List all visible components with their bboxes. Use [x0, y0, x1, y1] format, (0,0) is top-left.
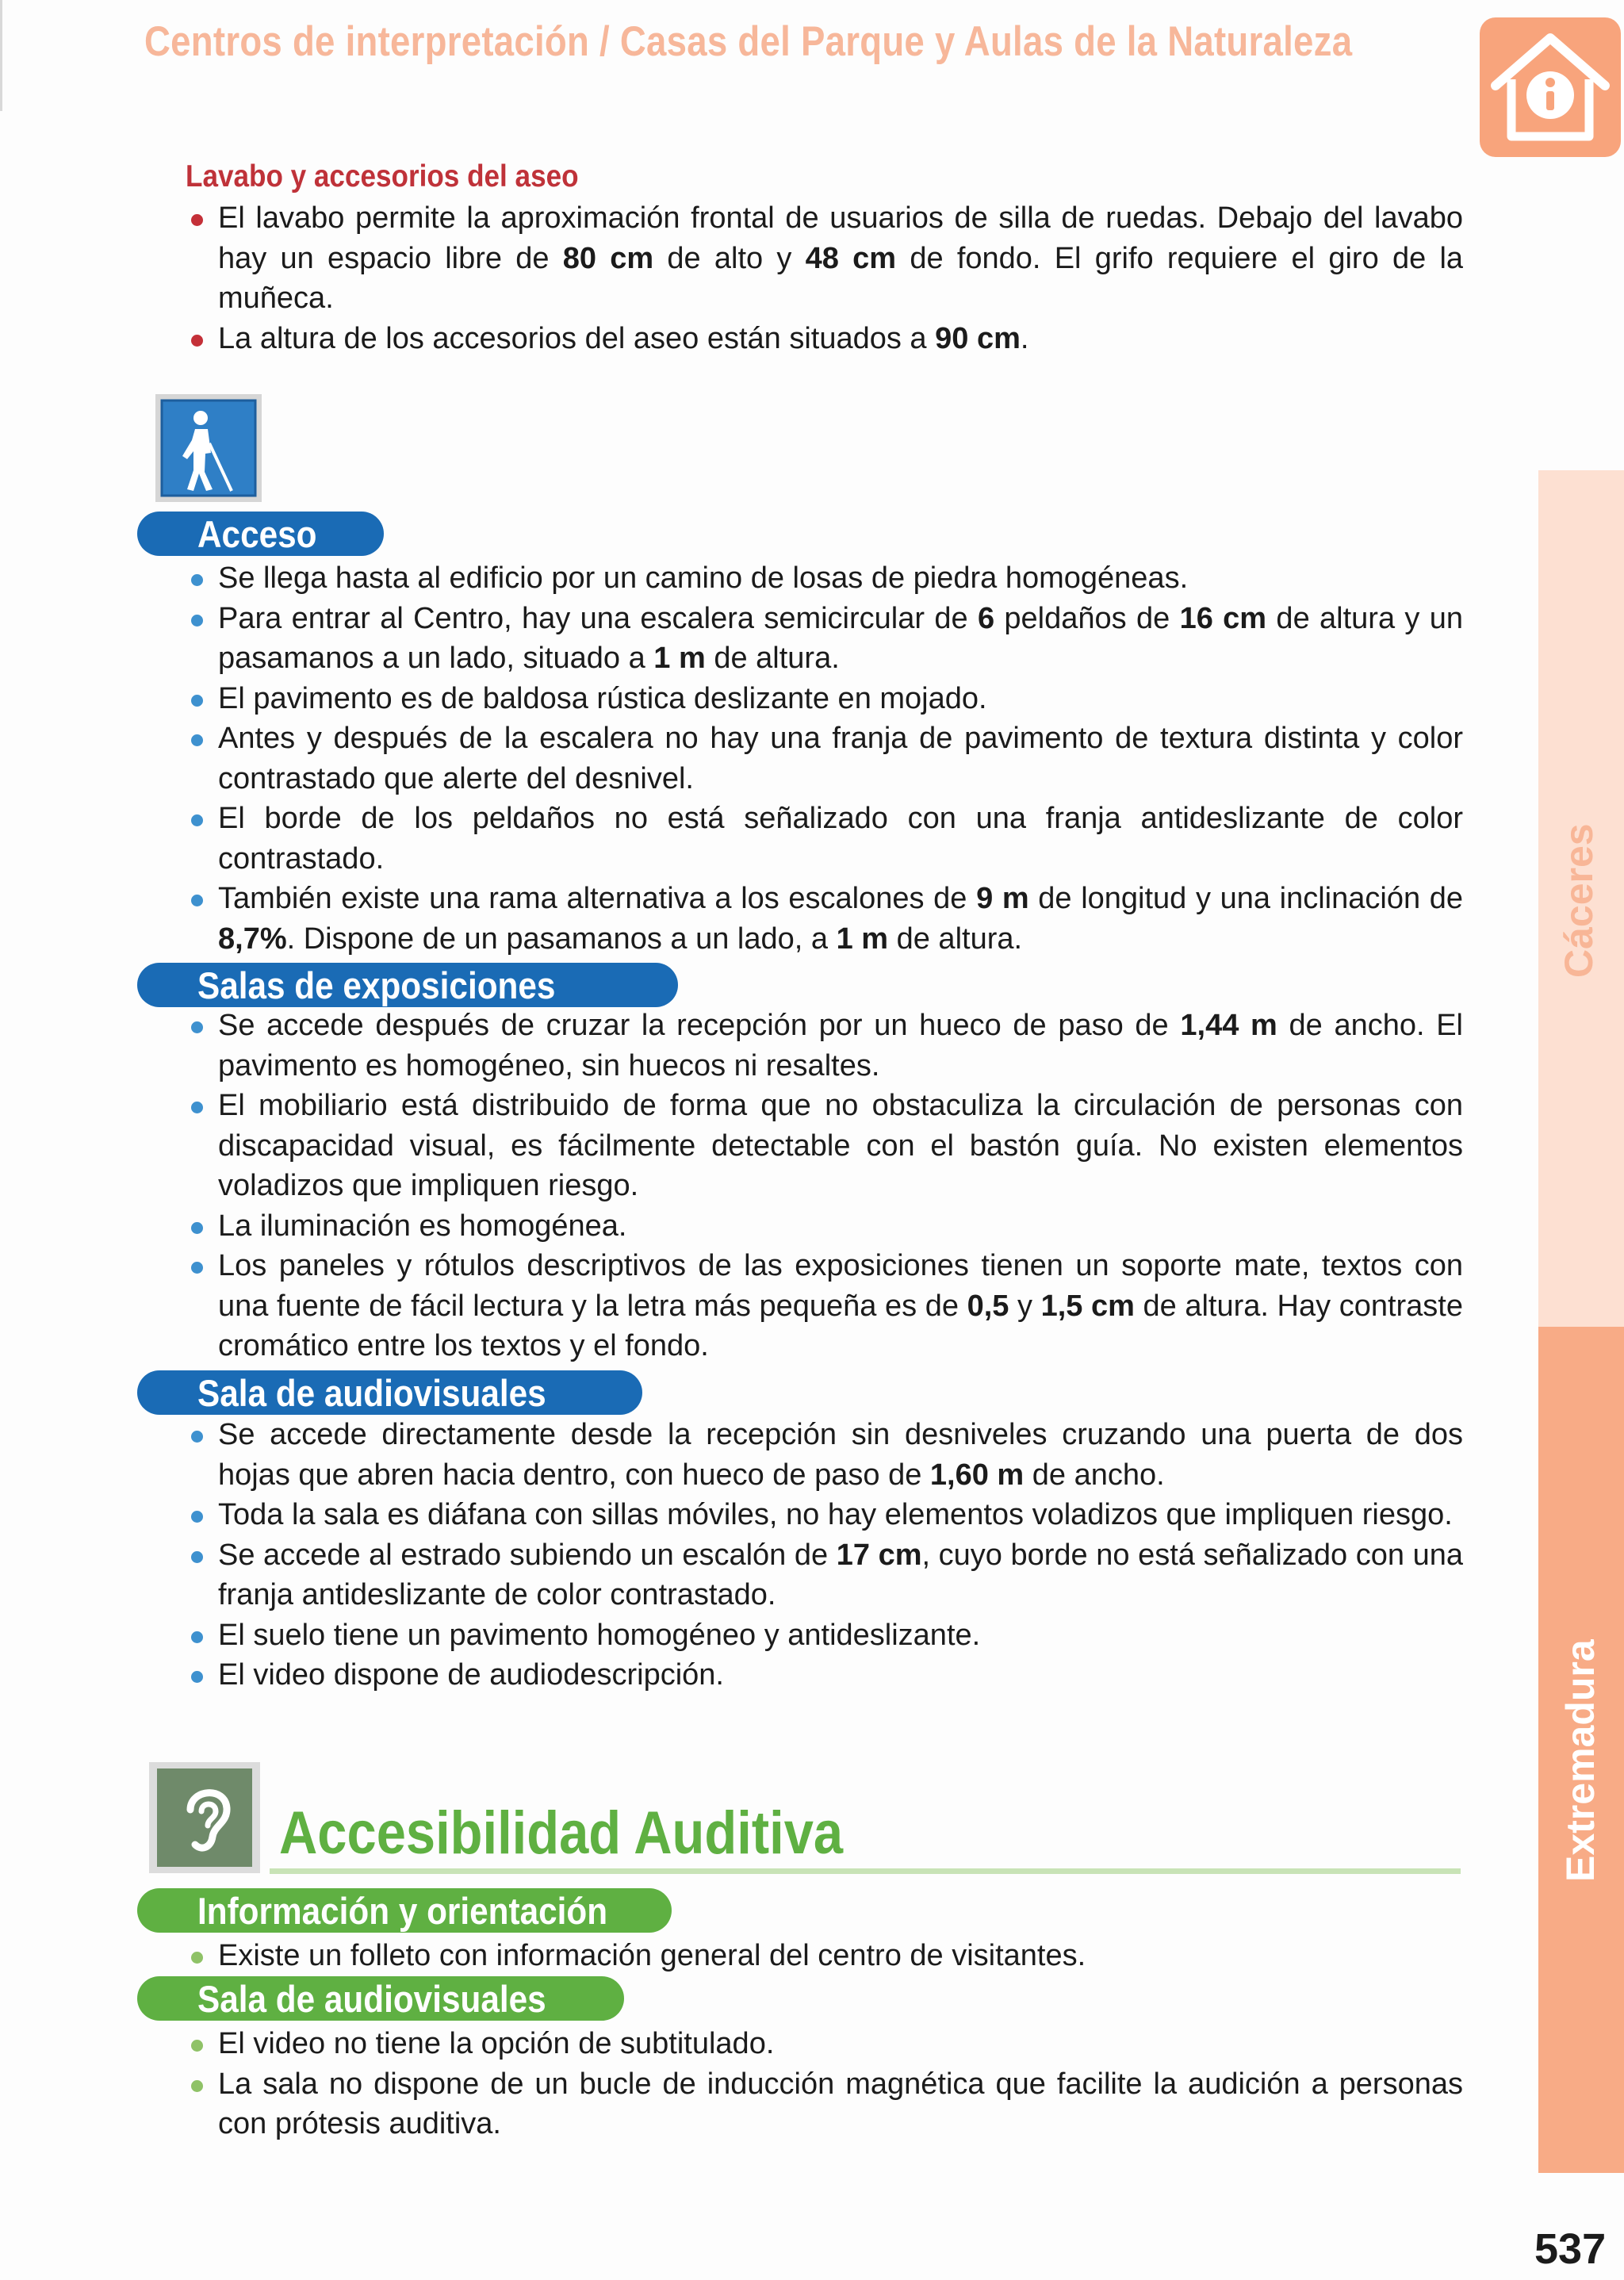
list-item: El lavabo permite la aproximación frontal de usuarios de silla de ruedas. Debajo del lavabo hay un espacio libre de 80 cm de alto y 48 cm de fondo. El grifo requiere el giro de la muñeca.	[218, 198, 1463, 319]
section-pill-informacion: Información y orientación	[137, 1888, 672, 1933]
house-info-icon	[1480, 17, 1621, 157]
acceso-list	[218, 558, 1463, 959]
audiovisuales-auditiva-list	[218, 2024, 1463, 2144]
page-header-title: Centros de interpretación / Casas del Parque y Aulas de la Naturaleza	[144, 18, 1353, 65]
lavabo-list	[218, 198, 1463, 358]
section-pill-audiovisuales: Sala de audiovisuales	[137, 1370, 642, 1415]
list-item: Toda la sala es diáfana con sillas móviles, no hay elementos voladizos que impliquen riesgo.	[218, 1495, 1463, 1535]
page-number: 537	[1534, 2225, 1607, 2273]
list-item: El video no tiene la opción de subtitulado.	[218, 2024, 1463, 2064]
sidebar-region-label: Extremadura	[1558, 1639, 1603, 1882]
heading-divider	[270, 1868, 1461, 1874]
list-item: Para entrar al Centro, hay una escalera semicircular de 6 peldaños de 16 cm de altura y un pasamanos a un lado, situado a 1 m de altura.	[218, 599, 1463, 679]
section-pill-exposiciones: Salas de exposiciones	[137, 963, 678, 1007]
section-pill-acceso: Acceso	[137, 512, 384, 556]
list-item: Se llega hasta al edificio por un camino de losas de piedra homogéneas.	[218, 558, 1463, 599]
list-item: La iluminación es homogénea.	[218, 1206, 1463, 1247]
lavabo-heading: Lavabo y accesorios del aseo	[186, 159, 579, 194]
list-item: También existe una rama alternativa a los escalones de 9 m de longitud y una inclinación de 8,7%. Dispone de un pasamanos a un lado, a 1 m de altura.	[218, 879, 1463, 959]
exposiciones-list	[218, 1006, 1463, 1366]
list-item: El pavimento es de baldosa rústica deslizante en mojado.	[218, 679, 1463, 719]
sidebar-tab-province	[1538, 470, 1624, 1327]
section-pill-audiovisuales-auditiva: Sala de audiovisuales	[137, 1976, 624, 2021]
list-item: El video dispone de audiodescripción.	[218, 1655, 1463, 1696]
audiovisuales-list	[218, 1415, 1463, 1696]
list-item: El suelo tiene un pavimento homogéneo y antideslizante.	[218, 1615, 1463, 1656]
list-item: Se accede directamente desde la recepción sin desniveles cruzando una puerta de dos hojas que abren hacia dentro, con hueco de paso de 1,60 m de ancho.	[218, 1415, 1463, 1495]
list-item: La sala no dispone de un bucle de inducción magnética que facilite la audición a personas con prótesis auditiva.	[218, 2064, 1463, 2144]
list-item: El mobiliario está distribuido de forma que no obstaculiza la circulación de personas con discapacidad visual, es fácilmente detectable con el bastón guía. No existen elementos voladizos que impliquen riesgo.	[218, 1086, 1463, 1206]
list-item: Se accede después de cruzar la recepción por un hueco de paso de 1,44 m de ancho. El pavimento es homogéneo, sin huecos ni resaltes.	[218, 1006, 1463, 1086]
list-item: El borde de los peldaños no está señalizado con una franja antideslizante de color contrastado.	[218, 799, 1463, 879]
sidebar-province-label: Cáceres	[1557, 823, 1601, 978]
list-item: La altura de los accesorios del aseo están situados a 90 cm.	[218, 319, 1463, 359]
list-item: Los paneles y rótulos descriptivos de las exposiciones tienen un soporte mate, textos con una fuente de fácil lectura y la letra más pequeña es de 0,5 y 1,5 cm de altura. Hay contraste cromático entre los textos y el fondo.	[218, 1246, 1463, 1366]
ear-icon	[149, 1762, 260, 1873]
list-item: Se accede al estrado subiendo un escalón de 17 cm, cuyo borde no está señalizado con una franja antideslizante de color contrastado.	[218, 1535, 1463, 1615]
page-edge-mark	[0, 0, 2, 111]
list-item: Antes y después de la escalera no hay una franja de pavimento de textura distinta y color contrastado que alerte del desnivel.	[218, 718, 1463, 799]
section-title-auditiva: Accesibilidad Auditiva	[279, 1799, 844, 1867]
informacion-list	[218, 1936, 1463, 1976]
visually-impaired-icon	[155, 394, 262, 502]
sidebar-tab-region	[1538, 1327, 1624, 2173]
list-item: Existe un folleto con información general del centro de visitantes.	[218, 1936, 1463, 1976]
